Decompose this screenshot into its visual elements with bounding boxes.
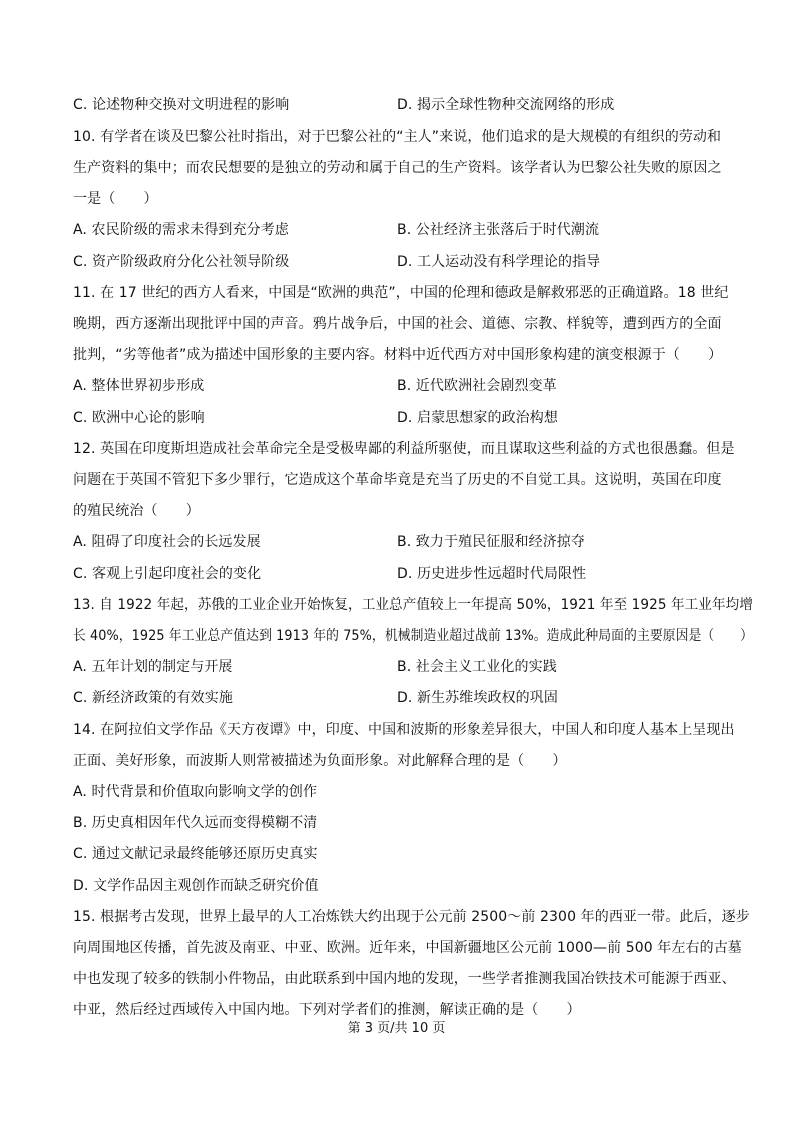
q14-stem-line-2: 正面、美好形象，而波斯人则常被描述为负面形象。对此解释合理的是（ ） <box>73 753 567 769</box>
q10-stem-line-3: 一是（ ） <box>73 191 158 207</box>
q10-option-a: A. 农民阶级的需求未得到充分考虑 <box>73 222 289 238</box>
q12-stem-line-3: 的殖民统治（ ） <box>73 503 200 519</box>
q14-option-d: D. 文学作品因主观创作而缺乏研究价值 <box>73 878 319 894</box>
q11-option-c: C. 欧洲中心论的影响 <box>73 410 205 426</box>
q12-stem-line-2: 问题在于英国不管犯下多少罪行，它造成这个革命毕竟是充当了历史的不自觉工具。这说明，英国在印度 <box>73 472 722 488</box>
q15-stem-line-3: 中也发现了较多的铁制小件物品，由此联系到中国内地的发现，一些学者推测我国冶铁技术可能源于西亚、 <box>73 971 736 987</box>
q14-option-b: B. 历史真相因年代久远而变得模糊不清 <box>73 815 318 831</box>
page-number-footer: 第 3 页/共 10 页 <box>347 1021 446 1036</box>
q12-option-b: B. 致力于殖民征服和经济掠夺 <box>397 534 586 550</box>
q13-stem-line-2: 长 40%，1925 年工业总产值达到 1913 年的 75%，机械制造业超过战前 13%。造成此种局面的主要原因是（ ） <box>73 628 754 644</box>
q15-stem-line-4: 中亚，然后经过西域传入中国内地。下列对学者们的推测，解读正确的是（ ） <box>73 1002 581 1018</box>
q10-option-d: D. 工人运动没有科学理论的指导 <box>397 254 601 270</box>
q10-option-c: C. 资产阶级政府分化公社领导阶级 <box>73 254 290 270</box>
q14-stem-line-1: 14. 在阿拉伯文学作品《天方夜谭》中，印度、中国和波斯的形象差异很大，中国人和印度人基本上呈现出 <box>73 722 735 738</box>
q13-stem-line-1: 13. 自 1922 年起，苏俄的工业企业开始恢复，工业总产值较上一年提高 50%，1921 年至 1925 年工业年均增 <box>73 597 753 613</box>
q11-option-a: A. 整体世界初步形成 <box>73 378 205 394</box>
q13-option-a: A. 五年计划的制定与开展 <box>73 659 233 675</box>
q14-option-c: C. 通过文献记录最终能够还原历史真实 <box>73 846 318 862</box>
q14-option-a: A. 时代背景和价值取向影响文学的创作 <box>73 784 318 800</box>
q13-option-d: D. 新生苏维埃政权的巩固 <box>397 690 558 706</box>
q11-stem-line-3: 批判，“劣等他者”成为描述中国形象的主要内容。材料中近代西方对中国形象构建的演变根源于（ ） <box>73 347 723 363</box>
q12-option-d: D. 历史进步性远超时代局限性 <box>397 566 587 582</box>
q10-stem-line-1: 10. 有学者在谈及巴黎公社时指出，对于巴黎公社的“主人”来说，他们追求的是大规模的有组织的劳动和 <box>73 129 722 145</box>
q11-option-b: B. 近代欧洲社会剧烈变革 <box>397 378 557 394</box>
q11-stem-line-1: 11. 在 17 世纪的西方人看来，中国是“欧洲的典范”，中国的伦理和德政是解救邪恶的正确道路。18 世纪 <box>73 285 729 301</box>
q10-stem-line-2: 生产资料的集中；而农民想要的是独立的劳动和属于自己的生产资料。该学者认为巴黎公社失败的原因之 <box>73 160 722 176</box>
q13-option-c: C. 新经济政策的有效实施 <box>73 690 233 706</box>
q15-stem-line-2: 向周围地区传播，首先波及南亚、中亚、欧洲。近年来，中国新疆地区公元前 1000—前 500 年左右的古墓 <box>73 940 742 956</box>
q9-option-d: D. 揭示全球性物种交流网络的形成 <box>397 97 615 113</box>
q12-stem-line-1: 12. 英国在印度斯坦造成社会革命完全是受极卑鄙的利益所驱使，而且谋取这些利益的方式也很愚蠢。但是 <box>73 441 735 457</box>
q13-option-b: B. 社会主义工业化的实践 <box>397 659 557 675</box>
q9-option-c: C. 论述物种交换对文明进程的影响 <box>73 97 290 113</box>
q11-stem-line-2: 晚期，西方逐渐出现批评中国的声音。鸦片战争后，中国的社会、道德、宗教、样貌等，遭到西方的全面 <box>73 316 722 332</box>
q11-option-d: D. 启蒙思想家的政治构想 <box>397 410 558 426</box>
q12-option-a: A. 阻碍了印度社会的长远发展 <box>73 534 261 550</box>
q15-stem-line-1: 15. 根据考古发现，世界上最早的人工冶炼铁大约出现于公元前 2500～前 2300 年的西亚一带。此后，逐步 <box>73 909 750 925</box>
q12-option-c: C. 客观上引起印度社会的变化 <box>73 566 262 582</box>
q10-option-b: B. 公社经济主张落后于时代潮流 <box>397 222 600 238</box>
